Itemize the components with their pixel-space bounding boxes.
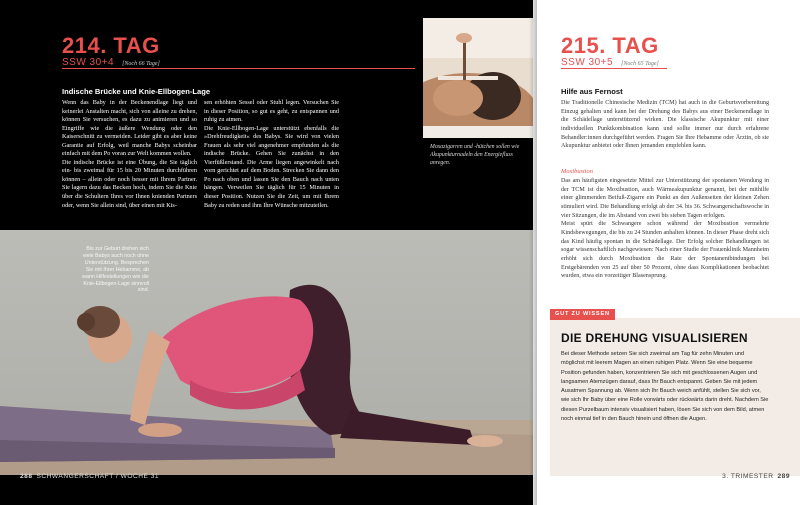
paragraph: sen erhöhten Sessel oder Stuhl legen. Versuchen Sie in dieser Position, so gut es geht, zu entspannen und ruhig zu atmen. [204, 99, 339, 124]
paragraph: Die Knie-Ellbogen-Lage unterstützt ebenfalls die »Drehfreudigkeit« des Babys. Sie wird von vielen Frauen als sehr viel angenehmer empfunden als die indische Brücke. Gehen Sie zunächst in den Vierfüßlerstand. Die Arme liegen angewinkelt nach vorn gerichtet auf dem Boden. Strecken Sie dann den Po nach oben und lassen Sie den Bauch nach unten hängen. Verweilen Sie täglich für 15 Minuten in dieser Position. Nutzen Sie die Zeit, um mit Ihrem Baby zu reden und ihm Ihre Wünsche mitzuteilen. [204, 124, 339, 209]
book-gutter [529, 0, 537, 505]
paragraph: Wenn das Baby in der Beckenendlage liegt und keinerlei Anstalten macht, sich von alleine zu drehen, können Sie versuchen, es dazu zu animieren und so Eingriffe wie die äußere Wendung oder den Kaiserschnitt zu vermeiden. Leider gibt es aber keine Garantie auf Erfolg, weil manche Babys scheinbar einfach mit dem Po voran zur Welt kommen wollen. [62, 99, 197, 158]
day-title-right: 215. TAG [561, 33, 659, 58]
text-column-2 [204, 99, 339, 210]
day-title-left: 214. TAG [62, 33, 160, 58]
ssw-note: [Noch 65 Tage] [621, 61, 659, 67]
knee-elbow-pose-illustration [0, 230, 533, 475]
ssw-label: SSW 30+5 [561, 57, 614, 68]
section-heading-right: Hilfe aus Fernost [561, 87, 623, 96]
page-number-right: 289 [777, 473, 790, 480]
title-rule [561, 68, 667, 69]
info-box-text: Bei dieser Methode setzen Sie sich zweimal am Tag für zehn Minuten und möglichst mit leerem Magen an einen ruhigen Platz. Wenn Sie eine bequeme Position gefunden haben, konzentrieren Sie sich mit geschlossenen Augen und langsamen Atemzügen darauf, dass Ihr Bauch entspannt. Geben Sie mit jedem Ausatmen Spannung ab. Wenn sich Ihr Bauch weich anfühlt, stellen Sie sich vor, wie sich Ihr Baby über eine Rolle vorwärts oder rückwärts darin dreht. Nachdem Sie diesen Purzelbaum intensiv visualisiert haben, lösen Sie sich von dem Bild, atmen noch einmal tief in den Bauch hinein und öffnen die Augen. [561, 351, 769, 423]
folio-left [20, 473, 159, 480]
paragraph: Das am häufigsten eingesetzte Mittel zur Unterstützung der spontanen Wendung in der TCM ist die Moxibustion, auch Wärmeakupunktur genannt, bei der mithilfe einer glimmenden Beifuß-Zigarre ein Punkt an den Außenseiten der kleinen Zehen stimuliert wird. Die Behandlung erfolgt ab der 34. bis 36. Schwangerschaftswoche in vier Sitzungen, die im Abstand von zwei bis sieben Tagen erfolgen. [561, 178, 769, 219]
text-column-1 [62, 99, 197, 210]
paragraph: Die indische Brücke ist eine Übung, die Sie täglich ein- bis zweimal für 15 bis 20 Minuten durchführen können – allein oder noch besser mit Ihrem Partner. Sie lagern dazu das Becken hoch, indem Sie die Knie über die Schultern Ihres vor Ihnen knienden Partners oder, wenn Sie allein sind, über einen mit Kis- [62, 158, 197, 209]
ssw-label: SSW 30+4 [62, 57, 115, 68]
running-head-right: 3. TRIMESTER [722, 473, 774, 480]
title-rule [62, 68, 415, 69]
ssw-right [561, 57, 659, 68]
moxibustion-illustration [423, 18, 533, 138]
text-block-acupuncture: Die Traditionelle Chinesische Medizin (TCM) hat auch in die Geburtsvorbereitung Einzug gehalten und kann bei der Drehung des Babys aus einer Beckenendlage in die Schädellage unterstützend wirken. Die klassische Akupunktur mit einer individuellen Punktkombination kann und sollte immer nur durch erfahrene Behandler:innen durchgeführt werden. Fragen Sie Ihre Hebamme oder Ärztin, ob sie Akupunktur anbietet oder Ihnen jemanden empfehlen kann. [561, 100, 769, 150]
section-heading-left: Indische Brücke und Knie-Ellbogen-Lage [62, 87, 211, 96]
photo-caption-top: Moxazigarren und -hütchen sollen wie Akupunkturnadeln den Energiefluss anregen. [430, 144, 520, 166]
ssw-left [62, 57, 160, 68]
ssw-note: [Noch 66 Tage] [122, 61, 160, 67]
subheading-moxibustion: Moxibustion [561, 168, 593, 175]
page-number-left: 288 [20, 473, 33, 480]
info-box-title: DIE DREHUNG VISUALISIEREN [561, 331, 748, 345]
photo-caption-main: Bis zur Geburt drehen sich viele Babys auch noch ohne Unterstützung. Besprechen Sie mit Ihrer Hebamme, ab wann Hilfestellungen wie die Knie-Ellbogen-Lage sinnvoll sind. [82, 246, 149, 294]
moxibustion-photo [423, 18, 533, 138]
info-box-tag: GUT ZU WISSEN [550, 309, 615, 320]
running-head-left: SCHWANGERSCHAFT / WOCHE 31 [36, 473, 160, 480]
paragraph: Meist spürt die Schwangere schon während der Moxibustion vermehrte Kindsbewegungen, die bis zu 24 Stunden anhalten können. In dieser Phase dreht sich das Kind häufig spontan in die Schädellage. Der Erfolg solcher Behandlungen ist sogar wissenschaftlich nachgewiesen: Nach einer Studie der Frauenklinik Mannheim erhöht sich durch Moxibustion die Rate der Spontanentbindungen bei Erstgebärenden von 25 auf über 50 Prozent, ohne dass Komplikationen beobachtet wurden, etwa ein vorzeitiger Blasensprung. [561, 221, 769, 280]
text-block-moxibustion [561, 177, 769, 281]
folio-right [722, 473, 790, 480]
exercise-photo [0, 230, 533, 475]
